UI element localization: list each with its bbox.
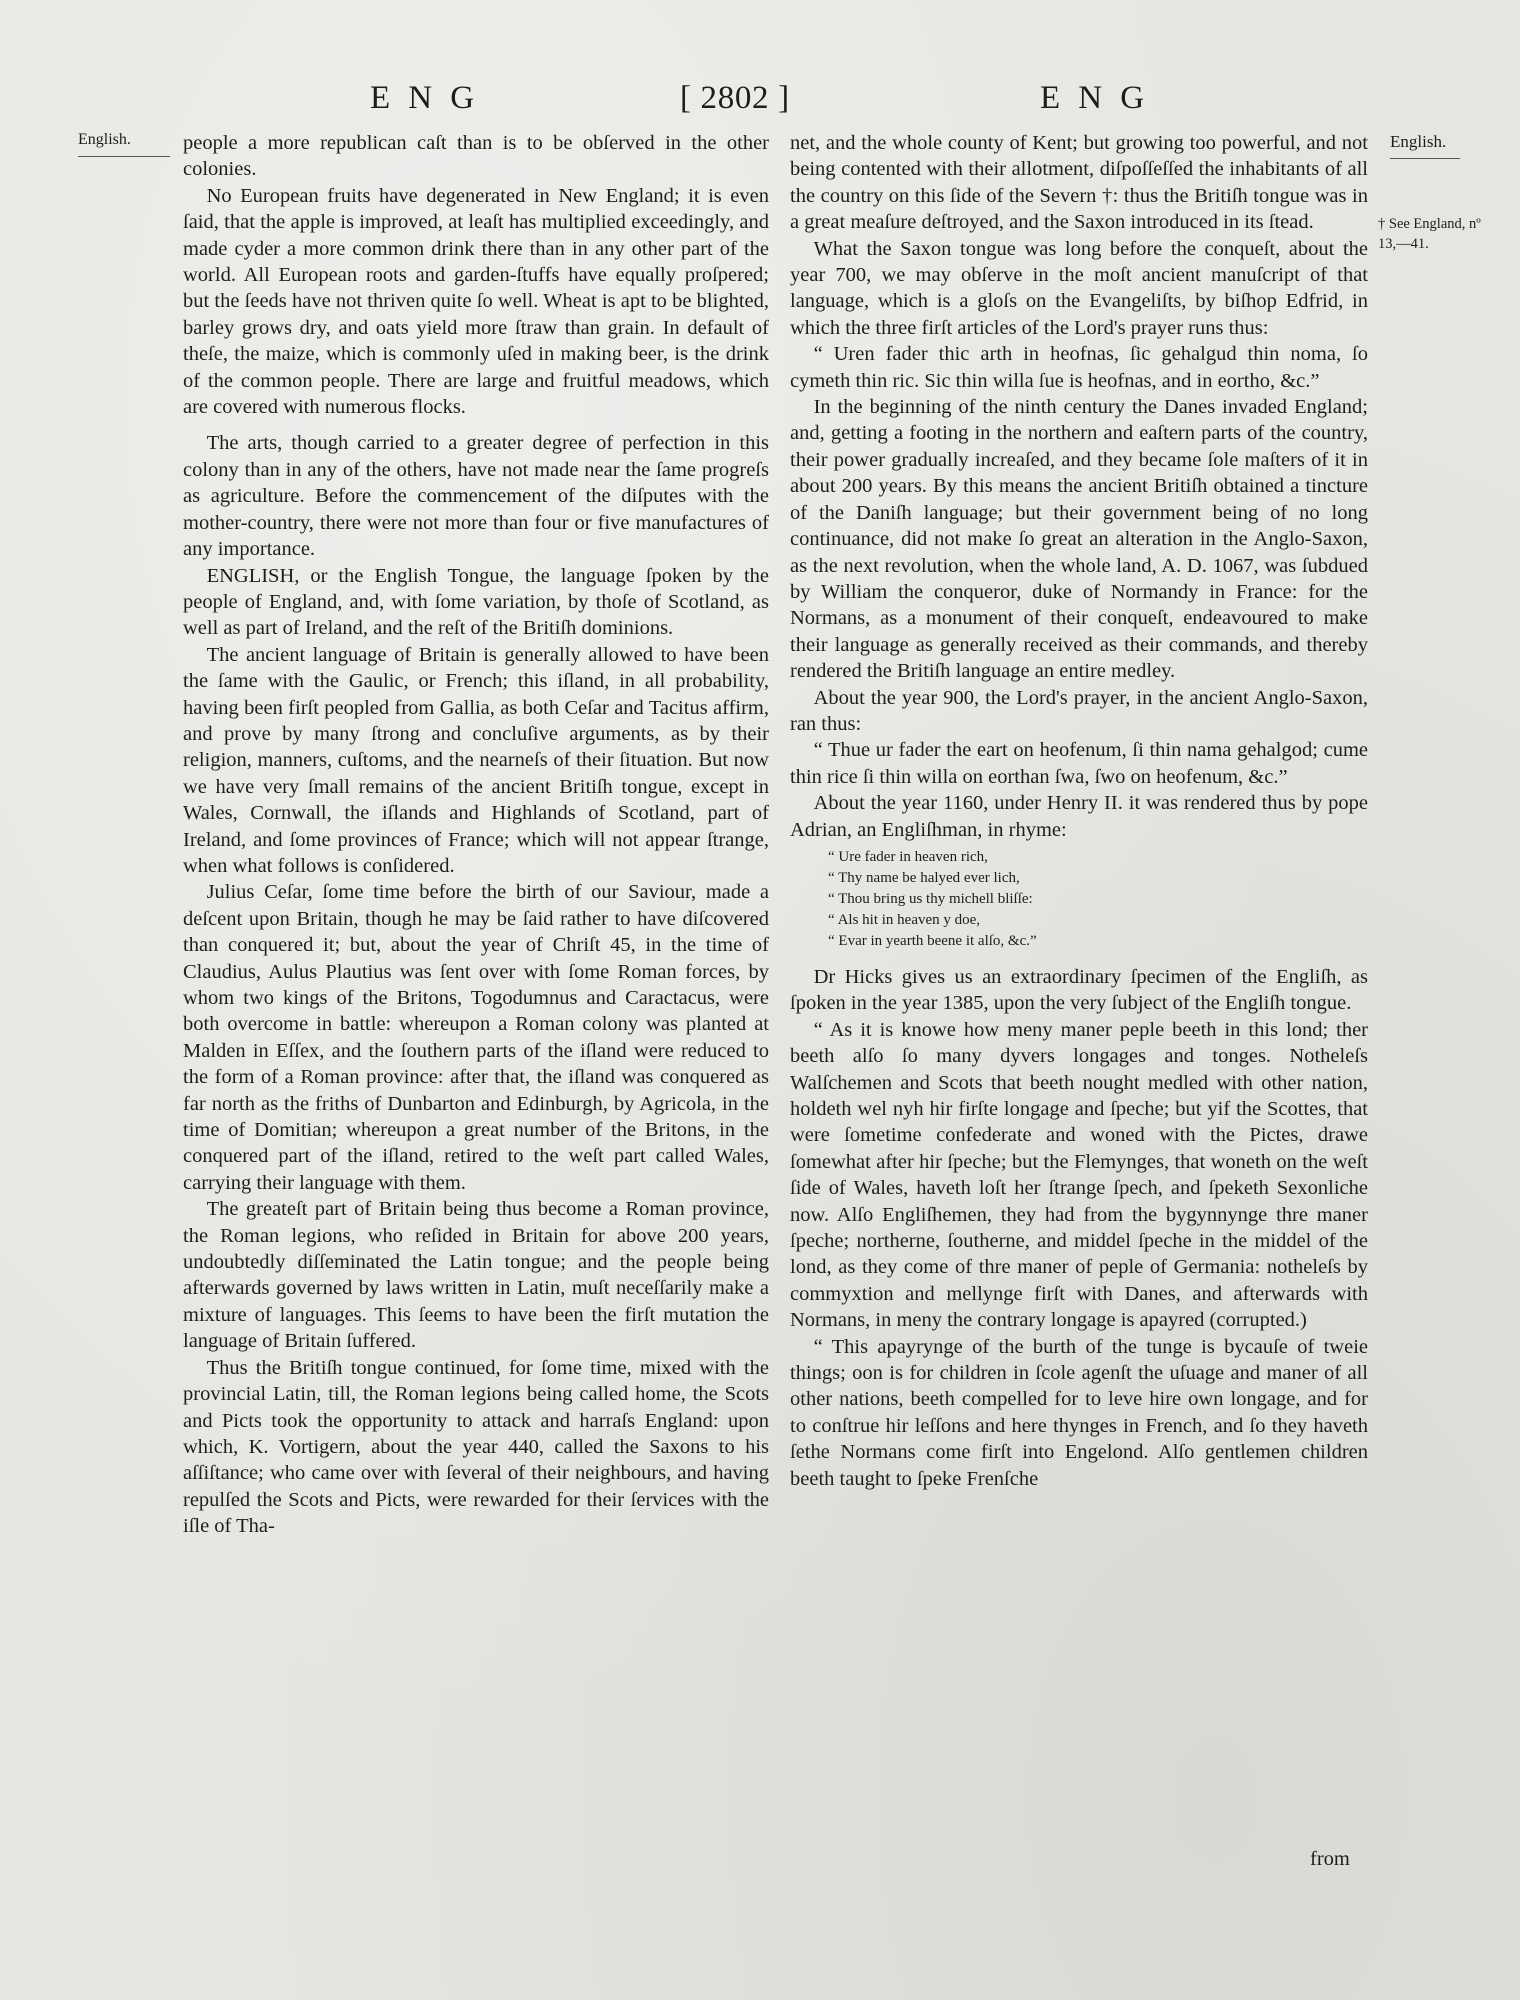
paragraph: The greateſt part of Britain being thus become a Roman province, the Roman legions, who reſided in Britain for above 200 years, undoubtedly diſſeminated the Latin tongue; and the people being afterwards governed by laws written in Latin, muſt neceſſarily make a mixture of languages. This ſeems to have been the firſt mutation the language of Britain ſuffered.	[183, 1198, 769, 1353]
left-margin-title	[78, 130, 168, 157]
right-margin-rule	[1390, 158, 1460, 159]
header-left-word: ENG	[370, 80, 493, 116]
header-right-word: ENG	[1040, 80, 1163, 116]
paragraph: Dr Hicks gives us an extraordinary ſpecimen of the Engliſh, as ſpoken in the year 1385, upon the very ſubject of the Engliſh tongue.	[790, 965, 1368, 1015]
right-margin-label: English.	[1390, 132, 1447, 151]
verse-line: “ Thou bring us thy michell bliſſe:	[828, 890, 1033, 907]
paragraph: net, and the whole county of Kent; but growing too powerful, and not being contented with their allotment, diſpoſſeſſed the inhabitants of all the country on this ſide of the Severn †: thus the Britiſh tongue was in a great meaſure deſtroyed, and the Saxon introduced in its ſtead.	[790, 132, 1368, 234]
paragraph: No European fruits have degenerated in New England; it is even ſaid, that the apple is improved, at leaſt has multiplied exceedingly, and made cyder a more common drink there than in any other part of the world. All European roots and garden-ſtuffs have equally proſpered; but the ſeeds have not thriven quite ſo well. Wheat is apt to be blighted, barley grows dry, and oats yield more ſtraw than grain. In default of theſe, the maize, which is commonly uſed in making beer, is the drink of the common people. There are large and fruitful meadows, which are covered with numerous flocks.	[183, 184, 769, 419]
left-margin-rule	[78, 156, 170, 157]
right-column	[790, 130, 1368, 1492]
quotation: “ Thue ur fader the eart on heofenum, ſi thin nama gehalgod; cume thin rice ſi thin willa on eorthan ſwa, ſwo on heofenum, &c.”	[790, 739, 1368, 788]
verse-line: “ Ure fader in heaven rich,	[828, 848, 988, 865]
paragraph: About the year 1160, under Henry II. it was rendered thus by pope Adrian, an Engliſhman, in rhyme:	[790, 792, 1368, 841]
running-header	[180, 80, 1360, 126]
verse-line: “ Als hit in heaven y doe,	[828, 911, 981, 928]
verse-line: “ Thy name be halyed ever lich,	[828, 869, 1020, 886]
paragraph: About the year 900, the Lord's prayer, in the ancient Anglo-Saxon, ran thus:	[790, 686, 1368, 735]
footnote-marginal: † See England, nº 13,—41.	[1378, 216, 1481, 252]
paragraph: What the Saxon tongue was long before the conqueſt, about the year 700, we may obſerve in the moſt ancient manuſcript of that language, which is a gloſs on the Evangeliſts, by biſhop Edfrid, in which the three firſt articles of the Lord's prayer runs thus:	[790, 237, 1368, 339]
quotation: “ As it is knowe how meny maner peple beeth in this lond; ther beeth alſo ſo many dyvers longages and tonges. Notheleſs Walſchemen and Scots that beeth nought medled with other nation, holdeth wel nyh hir firſte longage and ſpeche; but yif the Scottes, that were ſometime confederate and woned with the Pictes, drawe ſomewhat after hir ſpeche; but the Flemynges, that woneth on the weſt ſide of Wales, haveth loſt her ſtrange ſpech, and ſpeketh Sexonliche now. Alſo Engliſhemen, they had from the bygynnynge thre maner ſpeche; northerne, ſoutherne, and middel ſpeche in the middel of the lond, as they come of thre maner of peple of Germania: notheleſs by commyxtion and mellynge firſt with Danes, and afterwards with Normans, in meny the contrary longage is apayred (corrupted.)	[790, 1018, 1368, 1332]
quotation: “ Uren fader thic arth in heofnas, ſic gehalgud thin noma, ſo cymeth thin ric. Sic thin willa ſue is heofnas, and in eortho, &c.”	[790, 343, 1368, 392]
rhyme-verse	[790, 847, 1368, 952]
paragraph-entry-english: ENGLISH, or the English Tongue, the language ſpoken by the people of England, and, with ſome variation, by thoſe of Scotland, as well as part of Ireland, and the reſt of the Britiſh dominions.	[183, 564, 769, 640]
quotation: “ This apayrynge of the burth of the tunge is bycauſe of tweie things; oon is for children in ſcole agenſt the uſuage and maner of all other nations, beeth compelled for to leve hire own longage, and for to conſtrue hir leſſons and here thynges in French, and ſo they haveth ſethe Normans come firſt into Engelond. Alſo gentlemen children beeth taught to ſpeke Frenſche	[790, 1335, 1368, 1490]
paragraph: The arts, though carried to a greater degree of perfection in this colony than in any of the others, have not made near the ſame progreſs as agriculture. Before the commencement of the diſputes with the mother-country, there were not more than four or five manufactures of any importance.	[183, 432, 769, 561]
page-number: [ 2802 ]	[680, 80, 790, 116]
paragraph: The ancient language of Britain is generally allowed to have been the ſame with the Gaulic, or French; this iſland, in all probability, having been firſt peopled from Gallia, as both Ceſar and Tacitus affirm, and prove by many ſtrong and concluſive arguments, as by their religion, manners, cuſtoms, and the nearneſs of their ſituation. But now we have very ſmall remains of the ancient Britiſh tongue, except in Wales, Cornwall, the iſlands and Highlands of Scotland, part of Ireland, and ſome provinces of France; which will not appear ſtrange, when what follows is conſidered.	[183, 643, 769, 877]
paragraph: Julius Ceſar, ſome time before the birth of our Saviour, made a deſcent upon Britain, though he may be ſaid rather to have diſcovered than conquered it; but, about the year of Chriſt 45, in the time of Claudius, Aulus Plautius was ſent over with ſome Roman forces, by whom two kings of the Britons, Togodumnus and Caractacus, were both overcome in battle: whereupon a Roman colony was planted at Malden in Eſſex, and the ſouthern parts of the iſland were reduced to the form of a Roman province: after that, the iſland was conquered as far north as the friths of Dunbarton and Edinburgh, by Agricola, in the time of Domitian; whereupon a great number of the Britons, in the conquered part of the iſland, retired to the weſt part called Wales, carrying their language with them.	[183, 881, 769, 1194]
paragraph: people a more republican caſt than is to be obſerved in the other colonies.	[183, 132, 769, 181]
paragraph: In the beginning of the ninth century the Danes invaded England; and, getting a footing in the northern and eaſtern parts of the country, their power gradually increaſed, and they became ſole maſters of it in about 200 years. By this means the ancient Britiſh obtained a tincture of the Daniſh language; but their government being of no long continuance, did not make ſo great an alteration in the Anglo-Saxon, as the next revolution, when the whole land, A. D. 1067, was ſubdued by William the conqueror, duke of Normandy in France: for the Normans, as a monument of their conqueſt, endeavoured to make their language as generally received as their commands, and thereby rendered the Britiſh language an entire medley.	[790, 396, 1368, 683]
verse-line: “ Evar in yearth beene it alſo, &c.”	[828, 932, 1037, 949]
paragraph: Thus the Britiſh tongue continued, for ſome time, mixed with the provincial Latin, till, the Roman legions being called home, the Scots and Picts took the opportunity to attack and harraſs England: upon which, K. Vortigern, about the year 440, called the Saxons to his aſſiſtance; who came over with ſeveral of their neighbours, and having repulſed the Scots and Picts, were rewarded for their ſervices with the iſle of Tha-	[183, 1356, 769, 1538]
left-column	[183, 130, 769, 1540]
right-margin-title	[1390, 132, 1460, 159]
spacer	[183, 420, 769, 430]
catchword: from	[1310, 1848, 1350, 1870]
left-margin-label: English.	[78, 131, 131, 148]
